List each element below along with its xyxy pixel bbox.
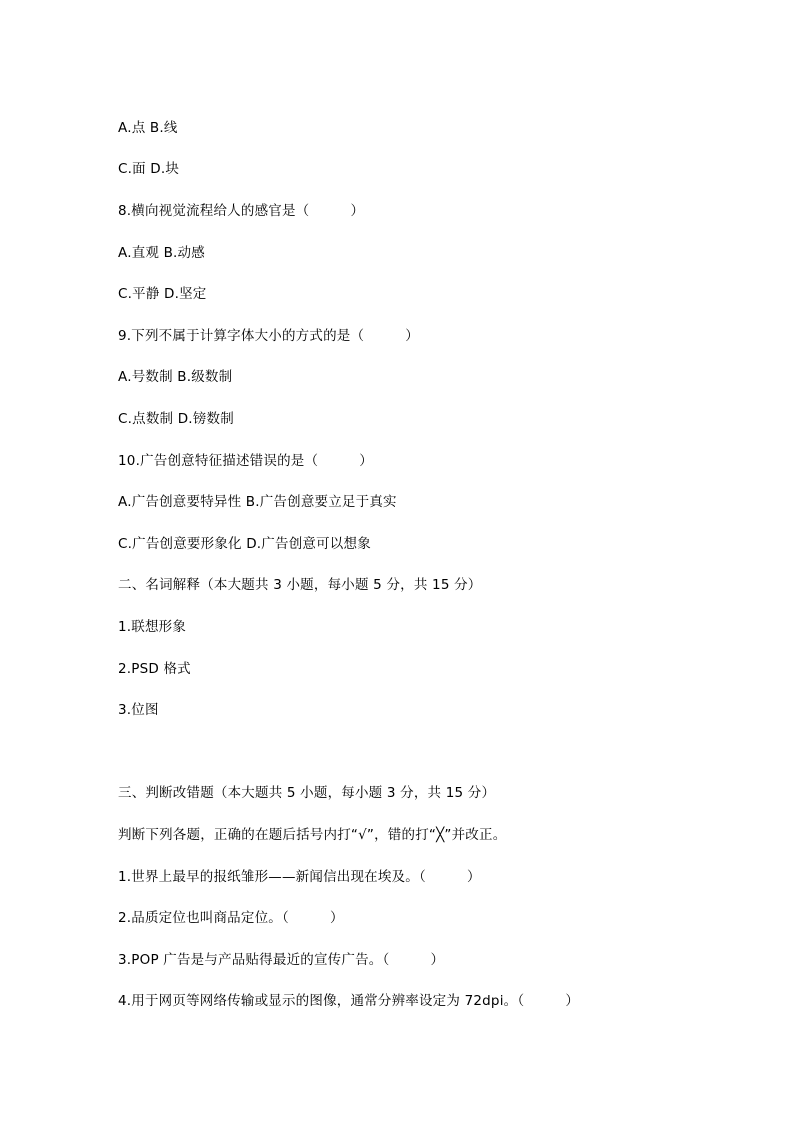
section-3-instructions: 判断下列各题，正确的在题后括号内打“√”，错的打“╳”并改正。 (118, 827, 507, 843)
q10-options-ab: A.广告创意要特异性 B.广告创意要立足于真实 (118, 494, 397, 510)
question-8: 8.横向视觉流程给人的感官是（ ） (118, 203, 365, 219)
question-9: 9.下列不属于计算字体大小的方式的是（ ） (118, 328, 419, 344)
q9-options-cd: C.点数制 D.镑数制 (118, 411, 234, 427)
q8-options-cd: C.平静 D.坚定 (118, 286, 207, 302)
q10-options-cd: C.广告创意要形象化 D.广告创意可以想象 (118, 536, 371, 552)
judgment-3: 3.POP 广告是与产品贴得最近的宣传广告。（ ） (118, 952, 445, 968)
term-3: 3.位图 (118, 702, 159, 718)
question-10: 10.广告创意特征描述错误的是（ ） (118, 453, 373, 469)
term-1: 1.联想形象 (118, 619, 187, 635)
q7-options-ab: A.点 B.线 (118, 120, 178, 136)
section-2-heading: 二、名词解释（本大题共 3 小题，每小题 5 分，共 15 分） (118, 577, 482, 593)
judgment-4: 4.用于网页等网络传输或显示的图像，通常分辨率设定为 72dpi。（ ） (118, 993, 580, 1009)
section-3-heading: 三、判断改错题（本大题共 5 小题，每小题 3 分，共 15 分） (118, 785, 496, 801)
judgment-1: 1.世界上最早的报纸雏形——新闻信出现在埃及。（ ） (118, 869, 481, 885)
term-2: 2.PSD 格式 (118, 661, 191, 677)
judgment-2: 2.品质定位也叫商品定位。（ ） (118, 910, 344, 926)
q7-options-cd: C.面 D.块 (118, 161, 180, 177)
q8-options-ab: A.直观 B.动感 (118, 245, 205, 261)
q9-options-ab: A.号数制 B.级数制 (118, 369, 233, 385)
